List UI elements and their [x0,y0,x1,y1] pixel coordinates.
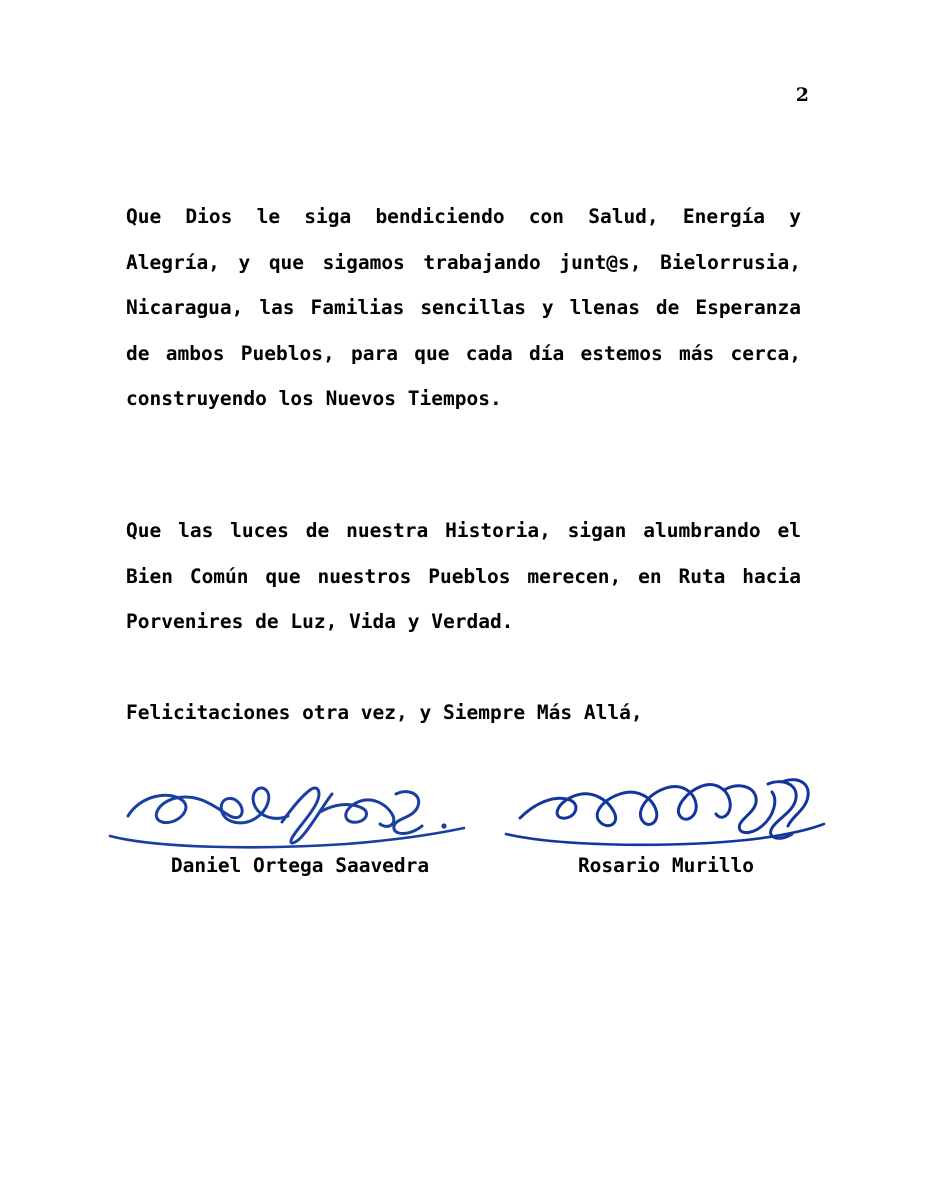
page-number: 2 [795,84,809,106]
signature-name-left: Daniel Ortega Saavedra [170,854,430,877]
handwritten-signature-icon [96,760,496,850]
signature-right [496,760,836,876]
handwritten-signature-icon [496,760,836,850]
signature-block [96,760,836,880]
closing-line: Felicitaciones otra vez, y Siempre Más Allá, [126,701,643,724]
signature-left [96,760,496,876]
paragraph-1: Que Dios le siga bendiciendo con Salud, Energía y Alegría, y que sigamos trabajando junt@s, Bielorrusia, Nicaragua, las Familias sencillas y llenas de Esperanza de ambos Pueblos, para que cada día estemos más cerca, construyendo los Nuevos Tiempos. [126,205,801,410]
paragraph-2: Que las luces de nuestra Historia, sigan alumbrando el Bien Común que nuestros Pueblos merecen, en Ruta hacia Porvenires de Luz, Vida y Verdad. [126,519,801,633]
signature-name-right: Rosario Murillo [577,854,755,877]
